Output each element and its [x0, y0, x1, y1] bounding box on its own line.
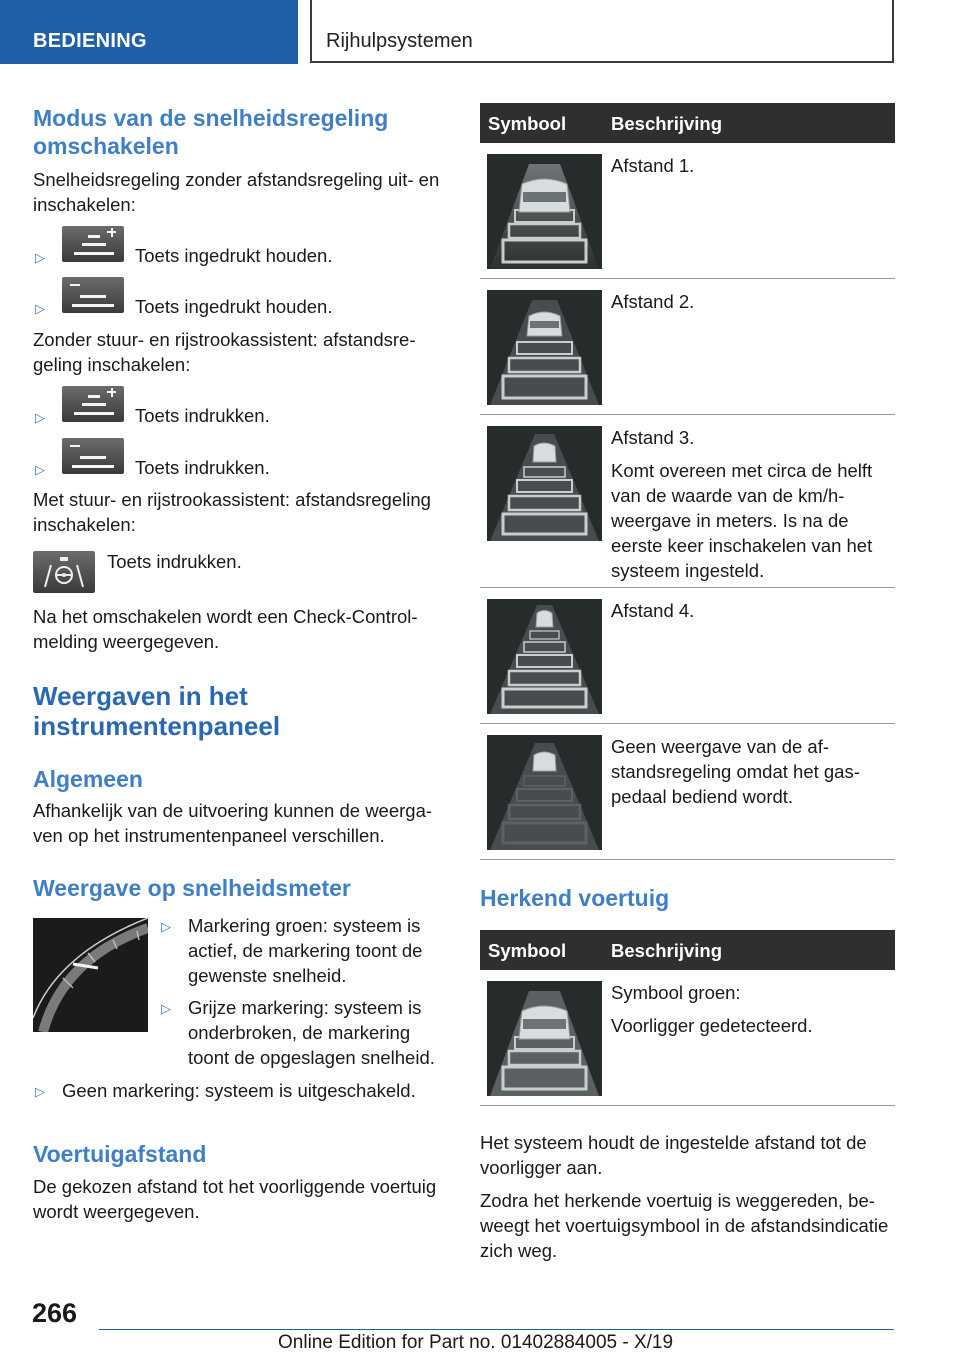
- triangle-bullet-icon: ▷: [35, 250, 45, 265]
- row-line: Komt overeen met circa de helft van de waarde van de km/h-weergave in meters. Is na de eerste keer inschakelen van het systeem ingesteld.: [611, 460, 873, 581]
- table-row: [480, 143, 895, 279]
- para-met: Met stuur- en rijstrookassistent: afstandsregeling inschakelen:: [33, 489, 431, 535]
- acc-increase-button-icon: [62, 386, 124, 422]
- table-header: [480, 930, 895, 970]
- edition-text: Online Edition for Part no. 01402884005 - X/19: [278, 1332, 674, 1353]
- item1a: Toets ingedrukt houden.: [135, 245, 333, 266]
- row-text: [611, 425, 891, 591]
- heading-modus: Modus van de snelheidsregeling omschakelen: [33, 105, 389, 159]
- row-line: Symbool groen:: [611, 982, 741, 1003]
- row-line: Afstand 1.: [611, 155, 695, 176]
- item3: Toets indrukken.: [107, 551, 242, 572]
- vehicle-table: [480, 930, 895, 1106]
- row-text: [611, 980, 891, 1046]
- heading-herkend: Herkend voertuig: [480, 885, 670, 911]
- distance-1-icon: [487, 154, 602, 269]
- triangle-bullet-icon: ▷: [161, 919, 171, 934]
- para-voertuig: De gekozen afstand tot het voorliggende voertuig wordt weergegeven.: [33, 1176, 437, 1222]
- triangle-bullet-icon: ▷: [35, 410, 45, 425]
- col-beschrijving: Beschrijving: [611, 940, 723, 961]
- heading-weergaven: Weergaven in het instrumentenpaneel: [33, 681, 281, 741]
- distance-table: [480, 103, 895, 860]
- row-line: Voorligger gedetecteerd.: [611, 1015, 813, 1036]
- table-header: [480, 103, 895, 143]
- row-line: Geen weergave van de afstandsregeling omdat het gaspedaal bediend wordt.: [611, 736, 860, 807]
- page-header: [0, 0, 960, 66]
- table-row: [480, 415, 895, 588]
- item2a: Toets indrukken.: [135, 405, 270, 426]
- section-tab: [0, 0, 298, 64]
- para-zonder: Zonder stuur- en rijstrookassistent: afstandsregeling inschakelen:: [33, 329, 416, 375]
- triangle-bullet-icon: ▷: [35, 1084, 45, 1099]
- para-zodra: Zodra het herkende voertuig is weggereden, beweegt het voertuigsymbool in de afstandsindicatie zich weg.: [480, 1190, 889, 1261]
- triangle-bullet-icon: ▷: [161, 1001, 171, 1016]
- table-row: [480, 724, 895, 860]
- acc-increase-button-icon: [62, 226, 124, 262]
- bullet-groen: Markering groen: systeem is actief, de markering toont de gewenste snelheid.: [188, 915, 423, 986]
- heading-snelheidsmeter: Weergave op snelheidsmeter: [33, 875, 351, 901]
- chapter-box: [310, 0, 894, 63]
- row-line: Afstand 2.: [611, 291, 695, 312]
- section-title: BEDIENING: [33, 30, 147, 52]
- speedometer-image: [33, 918, 148, 1032]
- chapter-title: Rijhulpsystemen: [326, 30, 473, 52]
- heading-voertuigafstand: Voertuigafstand: [33, 1141, 207, 1167]
- row-text: [611, 289, 891, 322]
- distance-none-icon: [487, 735, 602, 850]
- col-beschrijving: Beschrijving: [611, 113, 723, 134]
- para-houdt: Het systeem houdt de ingestelde afstand tot de voorligger aan.: [480, 1132, 867, 1178]
- row-line: Afstand 4.: [611, 600, 695, 621]
- page-number: 266: [32, 1298, 78, 1328]
- distance-3-icon: [487, 426, 602, 541]
- heading-algemeen: Algemeen: [33, 766, 143, 792]
- bullet-geen: Geen markering: systeem is uitgeschakeld.: [62, 1080, 416, 1101]
- row-text: [611, 598, 891, 631]
- triangle-bullet-icon: ▷: [35, 301, 45, 316]
- table-row: [480, 970, 895, 1106]
- para-algemeen: Afhankelijk van de uitvoering kunnen de weergaven op het instrumentenpaneel verschillen.: [33, 800, 433, 846]
- para-na: Na het omschakelen wordt een Check-Control-melding weergegeven.: [33, 606, 418, 652]
- para-modus: Snelheidsregeling zonder afstandsregeling uit- en inschakelen:: [33, 169, 440, 215]
- col-symbool: Symbool: [488, 113, 567, 134]
- table-row: [480, 588, 895, 724]
- row-text: [611, 153, 891, 186]
- steering-assist-button-icon: [33, 551, 95, 593]
- distance-4-icon: [487, 599, 602, 714]
- item2b: Toets indrukken.: [135, 457, 270, 478]
- acc-decrease-button-icon: [62, 438, 124, 474]
- item1b: Toets ingedrukt houden.: [135, 296, 333, 317]
- footer-rule: [99, 1329, 894, 1330]
- table-row: [480, 279, 895, 415]
- row-line: Afstand 3.: [611, 427, 695, 448]
- vehicle-detected-icon: [487, 981, 602, 1096]
- triangle-bullet-icon: ▷: [35, 462, 45, 477]
- row-text: [611, 734, 891, 817]
- acc-decrease-button-icon: [62, 277, 124, 313]
- bullet-grijs: Grijze markering: systeem is onderbroken, de markering toont de opgeslagen snelheid.: [188, 997, 435, 1068]
- col-symbool: Symbool: [488, 940, 567, 961]
- distance-2-icon: [487, 290, 602, 405]
